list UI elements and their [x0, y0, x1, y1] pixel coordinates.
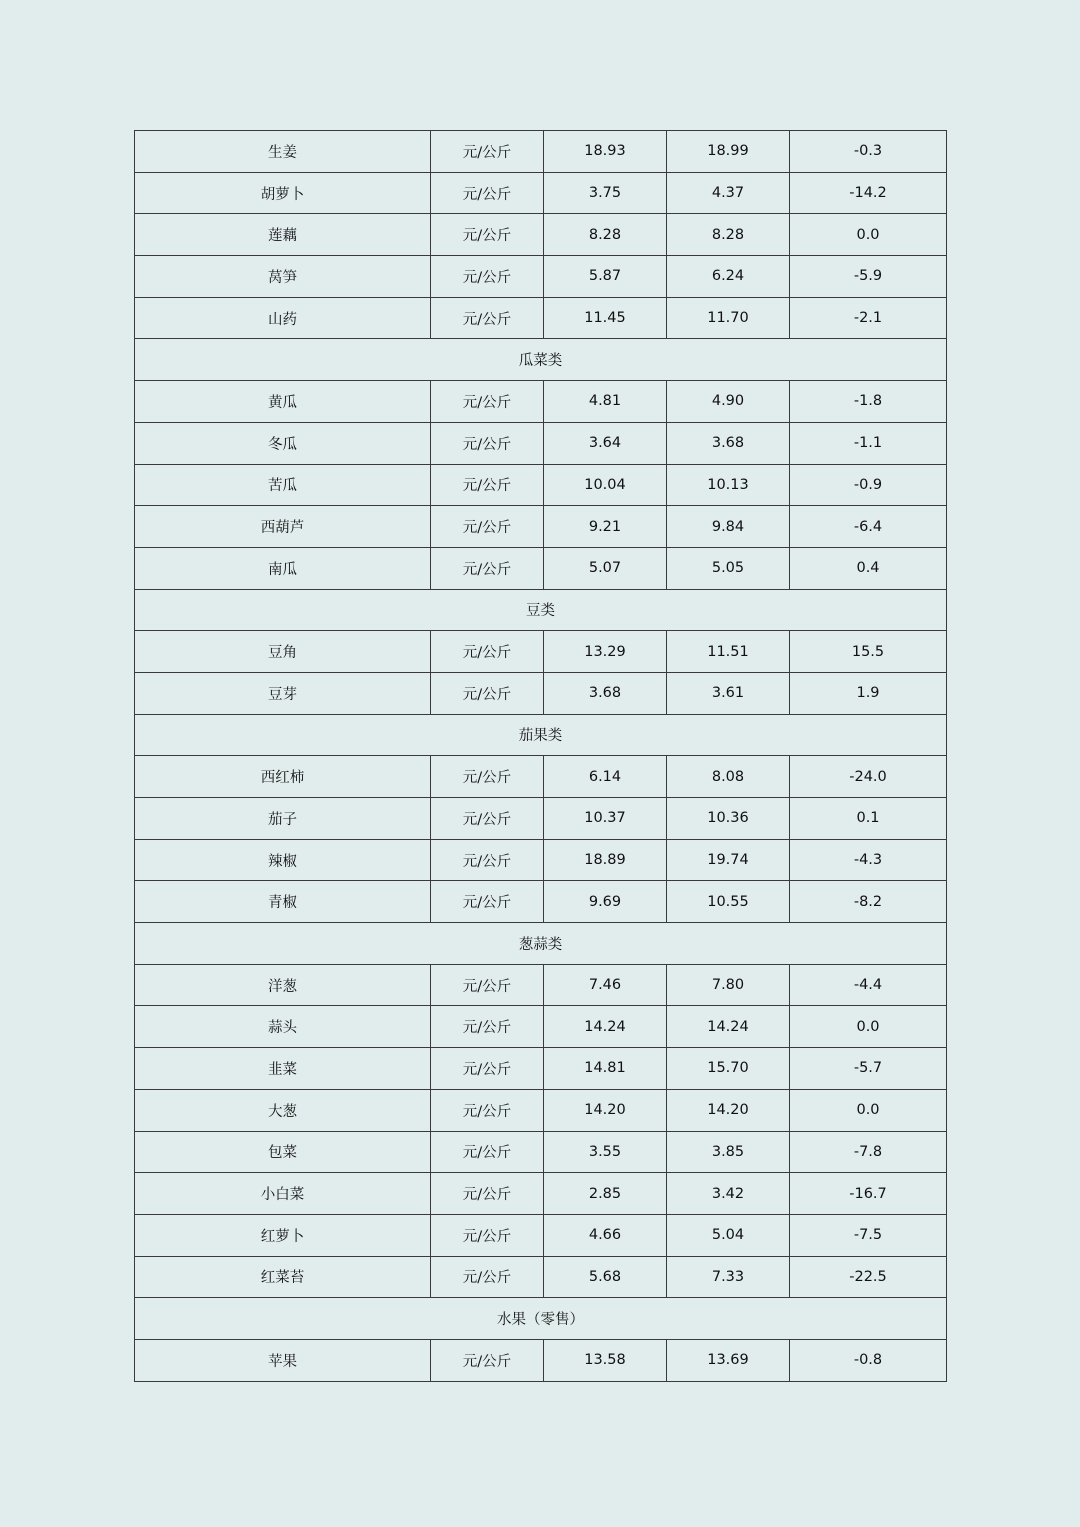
table-row [135, 506, 947, 548]
table-row [135, 756, 947, 798]
current-price-cell: 13.29 [544, 631, 667, 673]
table-row [135, 256, 947, 298]
change-percent-cell: -0.3 [790, 131, 947, 173]
previous-price-cell: 4.90 [667, 381, 790, 423]
unit-cell: 元/公斤 [431, 756, 544, 798]
unit-cell: 元/公斤 [431, 131, 544, 173]
change-percent-cell: 1.9 [790, 672, 947, 714]
unit-cell: 元/公斤 [431, 1339, 544, 1381]
item-name-cell: 红萝卜 [135, 1214, 431, 1256]
table-row [135, 881, 947, 923]
change-percent-cell: -5.7 [790, 1048, 947, 1090]
unit-cell: 元/公斤 [431, 881, 544, 923]
change-percent-cell: -8.2 [790, 881, 947, 923]
item-name-cell: 山药 [135, 297, 431, 339]
item-name-cell: 小白菜 [135, 1173, 431, 1215]
table-row [135, 1256, 947, 1298]
previous-price-cell: 14.20 [667, 1089, 790, 1131]
category-heading: 豆类 [135, 589, 947, 631]
item-name-cell: 洋葱 [135, 964, 431, 1006]
item-name-cell: 生姜 [135, 131, 431, 173]
item-name-cell: 黄瓜 [135, 381, 431, 423]
unit-cell: 元/公斤 [431, 1131, 544, 1173]
current-price-cell: 6.14 [544, 756, 667, 798]
unit-cell: 元/公斤 [431, 839, 544, 881]
change-percent-cell: -7.5 [790, 1214, 947, 1256]
item-name-cell: 南瓜 [135, 547, 431, 589]
item-name-cell: 包菜 [135, 1131, 431, 1173]
item-name-cell: 莴笋 [135, 256, 431, 298]
item-name-cell: 红菜苔 [135, 1256, 431, 1298]
unit-cell: 元/公斤 [431, 672, 544, 714]
previous-price-cell: 10.36 [667, 798, 790, 840]
change-percent-cell: -14.2 [790, 172, 947, 214]
change-percent-cell: -6.4 [790, 506, 947, 548]
unit-cell: 元/公斤 [431, 506, 544, 548]
unit-cell: 元/公斤 [431, 1006, 544, 1048]
unit-cell: 元/公斤 [431, 464, 544, 506]
current-price-cell: 9.69 [544, 881, 667, 923]
previous-price-cell: 14.24 [667, 1006, 790, 1048]
table-row [135, 1214, 947, 1256]
current-price-cell: 14.24 [544, 1006, 667, 1048]
table-row [135, 964, 947, 1006]
previous-price-cell: 3.85 [667, 1131, 790, 1173]
current-price-cell: 18.89 [544, 839, 667, 881]
current-price-cell: 13.58 [544, 1339, 667, 1381]
previous-price-cell: 15.70 [667, 1048, 790, 1090]
previous-price-cell: 18.99 [667, 131, 790, 173]
change-percent-cell: 0.0 [790, 214, 947, 256]
change-percent-cell: -4.4 [790, 964, 947, 1006]
category-heading: 水果（零售） [135, 1298, 947, 1340]
current-price-cell: 14.81 [544, 1048, 667, 1090]
change-percent-cell: 0.0 [790, 1089, 947, 1131]
previous-price-cell: 8.08 [667, 756, 790, 798]
unit-cell: 元/公斤 [431, 214, 544, 256]
previous-price-cell: 3.68 [667, 422, 790, 464]
change-percent-cell: -0.9 [790, 464, 947, 506]
previous-price-cell: 11.51 [667, 631, 790, 673]
unit-cell: 元/公斤 [431, 172, 544, 214]
change-percent-cell: -2.1 [790, 297, 947, 339]
previous-price-cell: 7.80 [667, 964, 790, 1006]
previous-price-cell: 6.24 [667, 256, 790, 298]
item-name-cell: 青椒 [135, 881, 431, 923]
unit-cell: 元/公斤 [431, 1214, 544, 1256]
item-name-cell: 辣椒 [135, 839, 431, 881]
table-row [135, 1339, 947, 1381]
table-row [135, 381, 947, 423]
unit-cell: 元/公斤 [431, 422, 544, 464]
item-name-cell: 茄子 [135, 798, 431, 840]
current-price-cell: 4.66 [544, 1214, 667, 1256]
current-price-cell: 2.85 [544, 1173, 667, 1215]
previous-price-cell: 13.69 [667, 1339, 790, 1381]
unit-cell: 元/公斤 [431, 256, 544, 298]
table-row [135, 1173, 947, 1215]
change-percent-cell: -7.8 [790, 1131, 947, 1173]
table-row [135, 214, 947, 256]
change-percent-cell: -1.8 [790, 381, 947, 423]
previous-price-cell: 11.70 [667, 297, 790, 339]
current-price-cell: 5.07 [544, 547, 667, 589]
price-table [134, 130, 947, 1382]
unit-cell: 元/公斤 [431, 1173, 544, 1215]
item-name-cell: 蒜头 [135, 1006, 431, 1048]
previous-price-cell: 8.28 [667, 214, 790, 256]
unit-cell: 元/公斤 [431, 1256, 544, 1298]
change-percent-cell: -4.3 [790, 839, 947, 881]
change-percent-cell: 15.5 [790, 631, 947, 673]
current-price-cell: 3.64 [544, 422, 667, 464]
category-row [135, 1298, 947, 1340]
current-price-cell: 9.21 [544, 506, 667, 548]
current-price-cell: 5.87 [544, 256, 667, 298]
change-percent-cell: -24.0 [790, 756, 947, 798]
current-price-cell: 8.28 [544, 214, 667, 256]
item-name-cell: 莲藕 [135, 214, 431, 256]
table-row [135, 1131, 947, 1173]
current-price-cell: 3.68 [544, 672, 667, 714]
change-percent-cell: 0.0 [790, 1006, 947, 1048]
previous-price-cell: 3.42 [667, 1173, 790, 1215]
item-name-cell: 西红柿 [135, 756, 431, 798]
unit-cell: 元/公斤 [431, 1089, 544, 1131]
current-price-cell: 5.68 [544, 1256, 667, 1298]
table-row [135, 672, 947, 714]
table-row [135, 131, 947, 173]
previous-price-cell: 4.37 [667, 172, 790, 214]
table-row [135, 839, 947, 881]
current-price-cell: 10.37 [544, 798, 667, 840]
category-heading: 葱蒜类 [135, 923, 947, 965]
category-row [135, 339, 947, 381]
current-price-cell: 14.20 [544, 1089, 667, 1131]
unit-cell: 元/公斤 [431, 798, 544, 840]
change-percent-cell: -5.9 [790, 256, 947, 298]
current-price-cell: 3.55 [544, 1131, 667, 1173]
item-name-cell: 苦瓜 [135, 464, 431, 506]
item-name-cell: 西葫芦 [135, 506, 431, 548]
category-row [135, 714, 947, 756]
previous-price-cell: 10.55 [667, 881, 790, 923]
category-row [135, 923, 947, 965]
previous-price-cell: 5.04 [667, 1214, 790, 1256]
unit-cell: 元/公斤 [431, 964, 544, 1006]
current-price-cell: 4.81 [544, 381, 667, 423]
unit-cell: 元/公斤 [431, 297, 544, 339]
table-row [135, 547, 947, 589]
change-percent-cell: -1.1 [790, 422, 947, 464]
previous-price-cell: 10.13 [667, 464, 790, 506]
item-name-cell: 韭菜 [135, 1048, 431, 1090]
change-percent-cell: -22.5 [790, 1256, 947, 1298]
change-percent-cell: 0.1 [790, 798, 947, 840]
unit-cell: 元/公斤 [431, 547, 544, 589]
item-name-cell: 胡萝卜 [135, 172, 431, 214]
item-name-cell: 冬瓜 [135, 422, 431, 464]
item-name-cell: 豆芽 [135, 672, 431, 714]
previous-price-cell: 7.33 [667, 1256, 790, 1298]
price-table-body [135, 131, 947, 1382]
unit-cell: 元/公斤 [431, 631, 544, 673]
table-row [135, 1006, 947, 1048]
item-name-cell: 豆角 [135, 631, 431, 673]
table-row [135, 464, 947, 506]
previous-price-cell: 9.84 [667, 506, 790, 548]
table-row [135, 798, 947, 840]
category-heading: 瓜菜类 [135, 339, 947, 381]
item-name-cell: 苹果 [135, 1339, 431, 1381]
current-price-cell: 10.04 [544, 464, 667, 506]
table-row [135, 297, 947, 339]
item-name-cell: 大葱 [135, 1089, 431, 1131]
current-price-cell: 18.93 [544, 131, 667, 173]
category-row [135, 589, 947, 631]
current-price-cell: 11.45 [544, 297, 667, 339]
previous-price-cell: 3.61 [667, 672, 790, 714]
table-row [135, 422, 947, 464]
change-percent-cell: -16.7 [790, 1173, 947, 1215]
unit-cell: 元/公斤 [431, 381, 544, 423]
current-price-cell: 3.75 [544, 172, 667, 214]
current-price-cell: 7.46 [544, 964, 667, 1006]
change-percent-cell: -0.8 [790, 1339, 947, 1381]
unit-cell: 元/公斤 [431, 1048, 544, 1090]
table-row [135, 1048, 947, 1090]
previous-price-cell: 5.05 [667, 547, 790, 589]
table-row [135, 172, 947, 214]
table-row [135, 1089, 947, 1131]
change-percent-cell: 0.4 [790, 547, 947, 589]
table-row [135, 631, 947, 673]
previous-price-cell: 19.74 [667, 839, 790, 881]
category-heading: 茄果类 [135, 714, 947, 756]
